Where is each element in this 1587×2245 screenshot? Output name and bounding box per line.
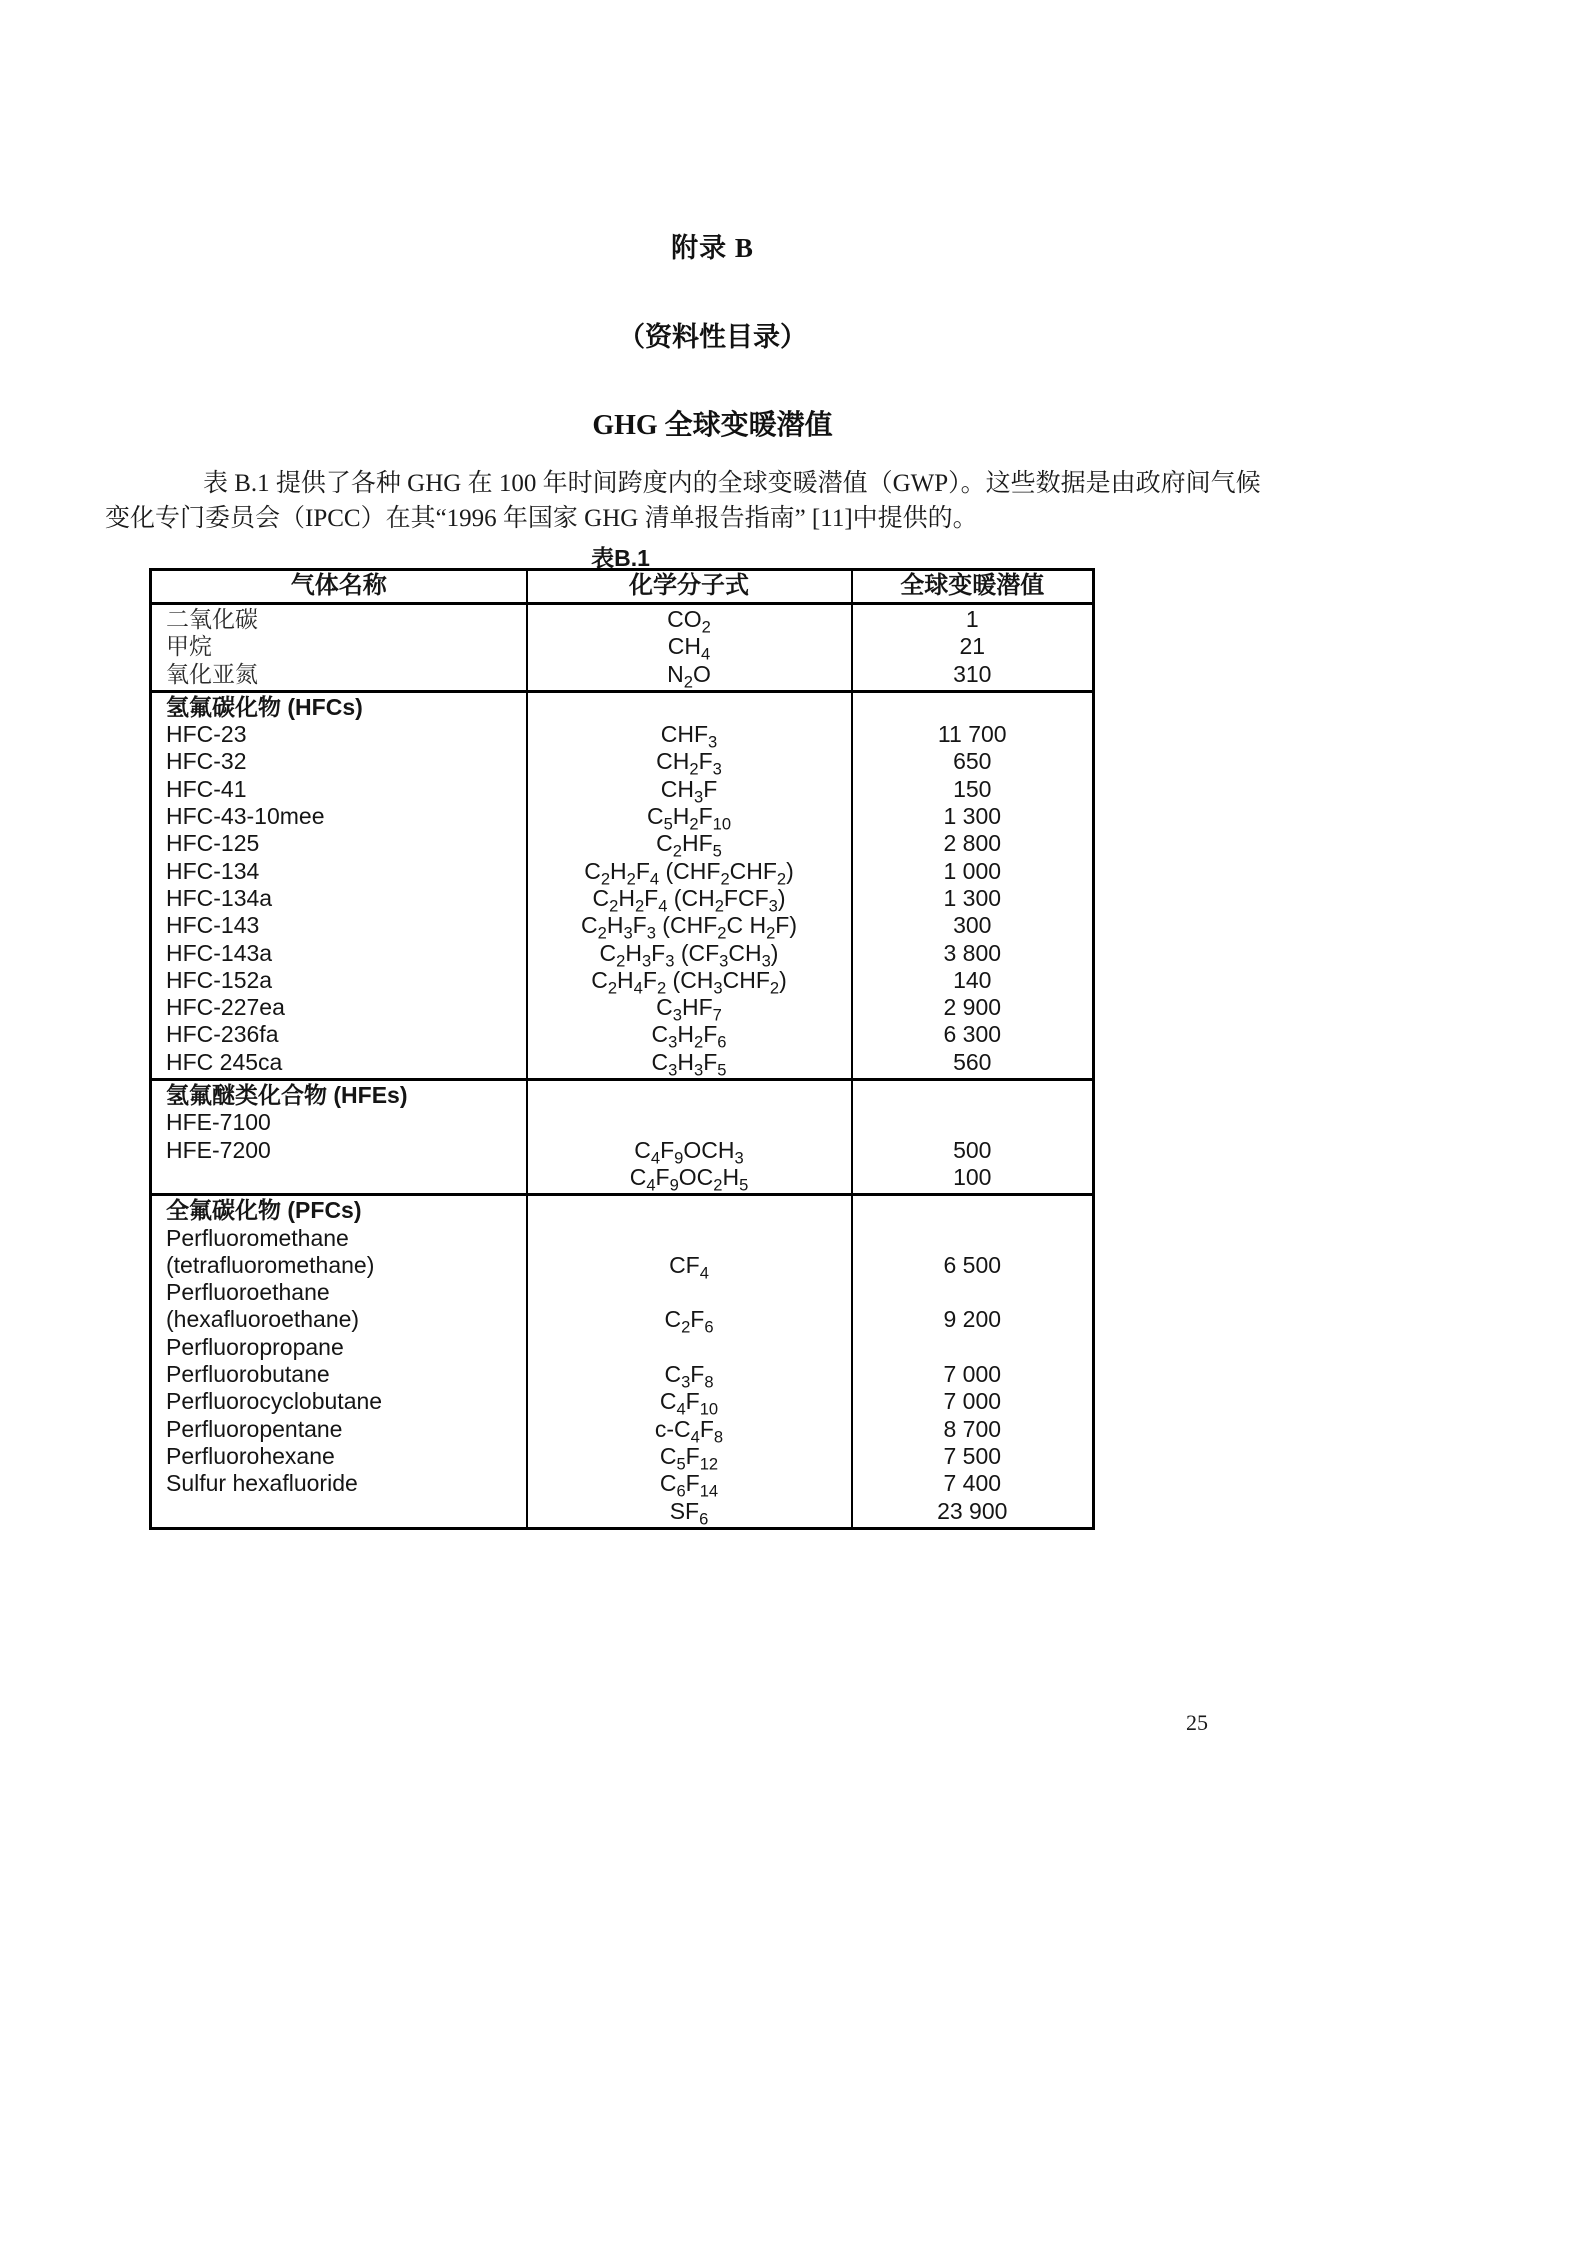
gas-name: HFC-134: [166, 857, 260, 884]
gas-name: HFC-143: [166, 912, 260, 939]
column-header: 化学分子式: [527, 570, 852, 604]
chemical-formula: $C_2H_2F_4$ $(CHF_2CHF_2)$: [584, 857, 794, 889]
name-col: [151, 1080, 527, 1195]
chemical-formula: $C_3H_2F_6$: [651, 1021, 727, 1053]
intro-paragraph-line1: 表 B.1 提供了各种 GHG 在 100 年时间跨度内的全球变暖潜值（GWP）。这些数据是由政府间气候: [203, 470, 1261, 497]
chemical-formula: $C_5F_{12}$: [659, 1442, 719, 1474]
appendix-title: 附录 B: [671, 233, 754, 263]
document-title: GHG 全球变暖潜值: [592, 410, 833, 441]
intro-paragraph-line2: 变化专门委员会（IPCC）在其“1996 年国家 GHG 清单报告指南” [11]中提供的。: [105, 505, 978, 532]
table-section-row: [151, 1195, 1094, 1529]
chemical-formula: $C_2H_3F_3$ ($CHF_2C$ $H_2F$): [581, 912, 797, 943]
page-number: 25: [1186, 1710, 1208, 1735]
gas-name: HFC-43-10mee: [166, 803, 325, 830]
gas-name: [152, 1164, 526, 1191]
gwp-value: 2 800: [943, 830, 1002, 857]
chemical-formula: $CO_2$: [667, 606, 711, 637]
name-col: [151, 604, 527, 692]
chemical-formula: $N_2O$: [667, 660, 711, 692]
gas-name: Perfluorohexane: [166, 1442, 335, 1469]
chemical-formula: $C_4F_{10}$: [659, 1388, 719, 1419]
gas-name: (tetrafluoromethane): [166, 1251, 375, 1278]
column-header: 气体名称: [290, 573, 387, 599]
table-body: [151, 604, 1094, 1529]
gwp-value: 9 200: [943, 1306, 1002, 1333]
chemical-formula: [528, 1197, 851, 1224]
gwp-value: [853, 1082, 1093, 1109]
gwp-value: 1 300: [943, 803, 1002, 830]
gwp-value: 7 500: [943, 1442, 1002, 1469]
gwp-col: [852, 691, 1094, 1079]
informative-subtitle: （资料性目录）: [618, 322, 807, 352]
formula-col: [527, 1195, 852, 1529]
chemical-formula: [528, 1279, 851, 1306]
gwp-value: 11 700: [937, 721, 1007, 748]
intro-paragraph: [105, 466, 1337, 536]
table-caption: 表B.1: [591, 545, 650, 571]
chemical-formula: [528, 1334, 851, 1361]
formula-col: [527, 691, 852, 1079]
gas-name: 全氟碳化物 (PFCs): [166, 1197, 362, 1224]
chemical-formula: $C_2H_3F_3$ $(CF_3CH_3)$: [599, 939, 779, 971]
gas-name: HFE-7200: [166, 1136, 271, 1163]
gwp-value: 150: [953, 775, 992, 802]
chemical-formula: $C_3H_3F_5$: [651, 1048, 727, 1080]
gas-name: Perfluoropropane: [166, 1333, 344, 1360]
gwp-value: [853, 1279, 1093, 1306]
gwp-value: 1 300: [943, 884, 1002, 911]
gwp-value: 21: [959, 633, 986, 660]
chemical-formula: $C_2H_4F_2$ $(CH_3CHF_2)$: [591, 966, 787, 998]
gas-name: HFC-143a: [166, 939, 273, 966]
gas-name: HFC-236fa: [166, 1021, 279, 1048]
gas-name: Perfluoropentane: [166, 1415, 343, 1442]
chemical-formula: $CF_4$: [669, 1251, 709, 1283]
chemical-formula: $c-C_4F_8$: [654, 1415, 724, 1447]
gwp-col: [852, 1195, 1094, 1529]
gas-name: HFC-32: [166, 748, 247, 775]
chemical-formula: $CHF_3$: [660, 721, 718, 752]
gwp-col: [852, 1080, 1094, 1195]
gwp-value: 310: [953, 660, 992, 687]
gas-name: HFC-152a: [166, 966, 273, 993]
gwp-value: 7 000: [943, 1361, 1002, 1388]
chemical-formula: [528, 1109, 851, 1136]
gas-name: [152, 1498, 526, 1525]
chemical-formula: $CH_2F_3$: [656, 748, 722, 780]
gas-name: Perfluoroethane: [166, 1279, 330, 1306]
gwp-value: [853, 1225, 1093, 1252]
gwp-value: 23 900: [937, 1497, 1008, 1524]
gwp-col: [852, 604, 1094, 692]
chemical-formula: $CH_4$: [667, 633, 711, 664]
gas-name: Sulfur hexafluoride: [166, 1470, 358, 1497]
chemical-formula: [528, 1082, 851, 1109]
gas-name: HFC-41: [166, 775, 247, 802]
chemical-formula: $C_2HF_5$: [656, 830, 722, 861]
gwp-value: 8 700: [943, 1415, 1002, 1442]
gwp-value: 3 800: [943, 939, 1002, 966]
gwp-value: 6 300: [943, 1021, 1002, 1048]
gas-name: 氧化亚氮: [166, 661, 258, 687]
chemical-formula: $C_2F_6$: [664, 1306, 714, 1338]
gas-name: 氢氟碳化物 (HFCs): [166, 693, 363, 720]
table-section-row: [151, 691, 1094, 1079]
gwp-value: [853, 694, 1093, 721]
gas-name: HFC-134a: [166, 884, 273, 911]
gwp-value: 100: [953, 1163, 992, 1190]
gas-name: 甲烷: [166, 634, 212, 660]
gas-name: Perfluorocyclobutane: [166, 1388, 383, 1415]
table-section-row: [151, 604, 1094, 692]
gas-name: HFC-23: [166, 721, 247, 748]
chemical-formula: $SF_6$: [669, 1497, 709, 1529]
chemical-formula: $C_2H_2F_4$ $(CH_2FCF_3)$: [592, 884, 786, 916]
chemical-formula: $C_6F_{14}$: [659, 1470, 719, 1501]
gas-name: HFE-7100: [166, 1109, 271, 1136]
gwp-table: [149, 568, 1095, 1530]
gas-name: Perfluoromethane: [166, 1224, 349, 1251]
gwp-value: 1 000: [943, 857, 1002, 884]
gas-name: 氢氟醚类化合物 (HFEs): [166, 1082, 408, 1109]
chemical-formula: $C_4F_9OC_2H_5$: [629, 1163, 749, 1195]
gas-name: Perfluorobutane: [166, 1361, 330, 1388]
gas-name: (hexafluoroethane): [166, 1306, 360, 1333]
chemical-formula: $C_3F_8$: [664, 1361, 714, 1392]
formula-col: [527, 1080, 852, 1195]
name-col: [151, 1195, 527, 1529]
column-header: 全球变暖潜值: [852, 570, 1094, 604]
gas-name: 二氧化碳: [166, 607, 258, 632]
gas-name: HFC-125: [166, 830, 260, 857]
chemical-formula: [528, 694, 851, 721]
chemical-formula: $C_4F_9OCH_3$: [634, 1136, 744, 1168]
gwp-value: 500: [953, 1136, 992, 1163]
gwp-value: 2 900: [943, 994, 1002, 1021]
chemical-formula: [528, 1225, 851, 1252]
gwp-value: [853, 1334, 1093, 1361]
gwp-value: 6 500: [943, 1251, 1002, 1278]
chemical-formula: $C_5H_2F_{10}$: [646, 803, 732, 834]
gwp-value: 1: [965, 606, 979, 632]
gas-name: HFC-227ea: [166, 994, 285, 1021]
gwp-value: 7 400: [943, 1470, 1002, 1497]
gwp-value: 650: [953, 748, 992, 775]
gas-name: HFC 245ca: [166, 1048, 283, 1075]
gwp-value: 140: [953, 966, 992, 993]
gwp-value: 560: [953, 1048, 992, 1075]
gwp-value: 300: [953, 912, 992, 939]
gwp-value: [853, 1197, 1093, 1224]
table-section-row: [151, 1080, 1094, 1195]
chemical-formula: $C_3HF_7$: [656, 994, 722, 1025]
table-header-row: [151, 570, 1094, 604]
chemical-formula: $CH_3F$: [660, 775, 718, 807]
gwp-value: 7 000: [943, 1388, 1002, 1415]
gwp-value: [853, 1109, 1093, 1136]
name-col: [151, 691, 527, 1079]
formula-col: [527, 604, 852, 692]
